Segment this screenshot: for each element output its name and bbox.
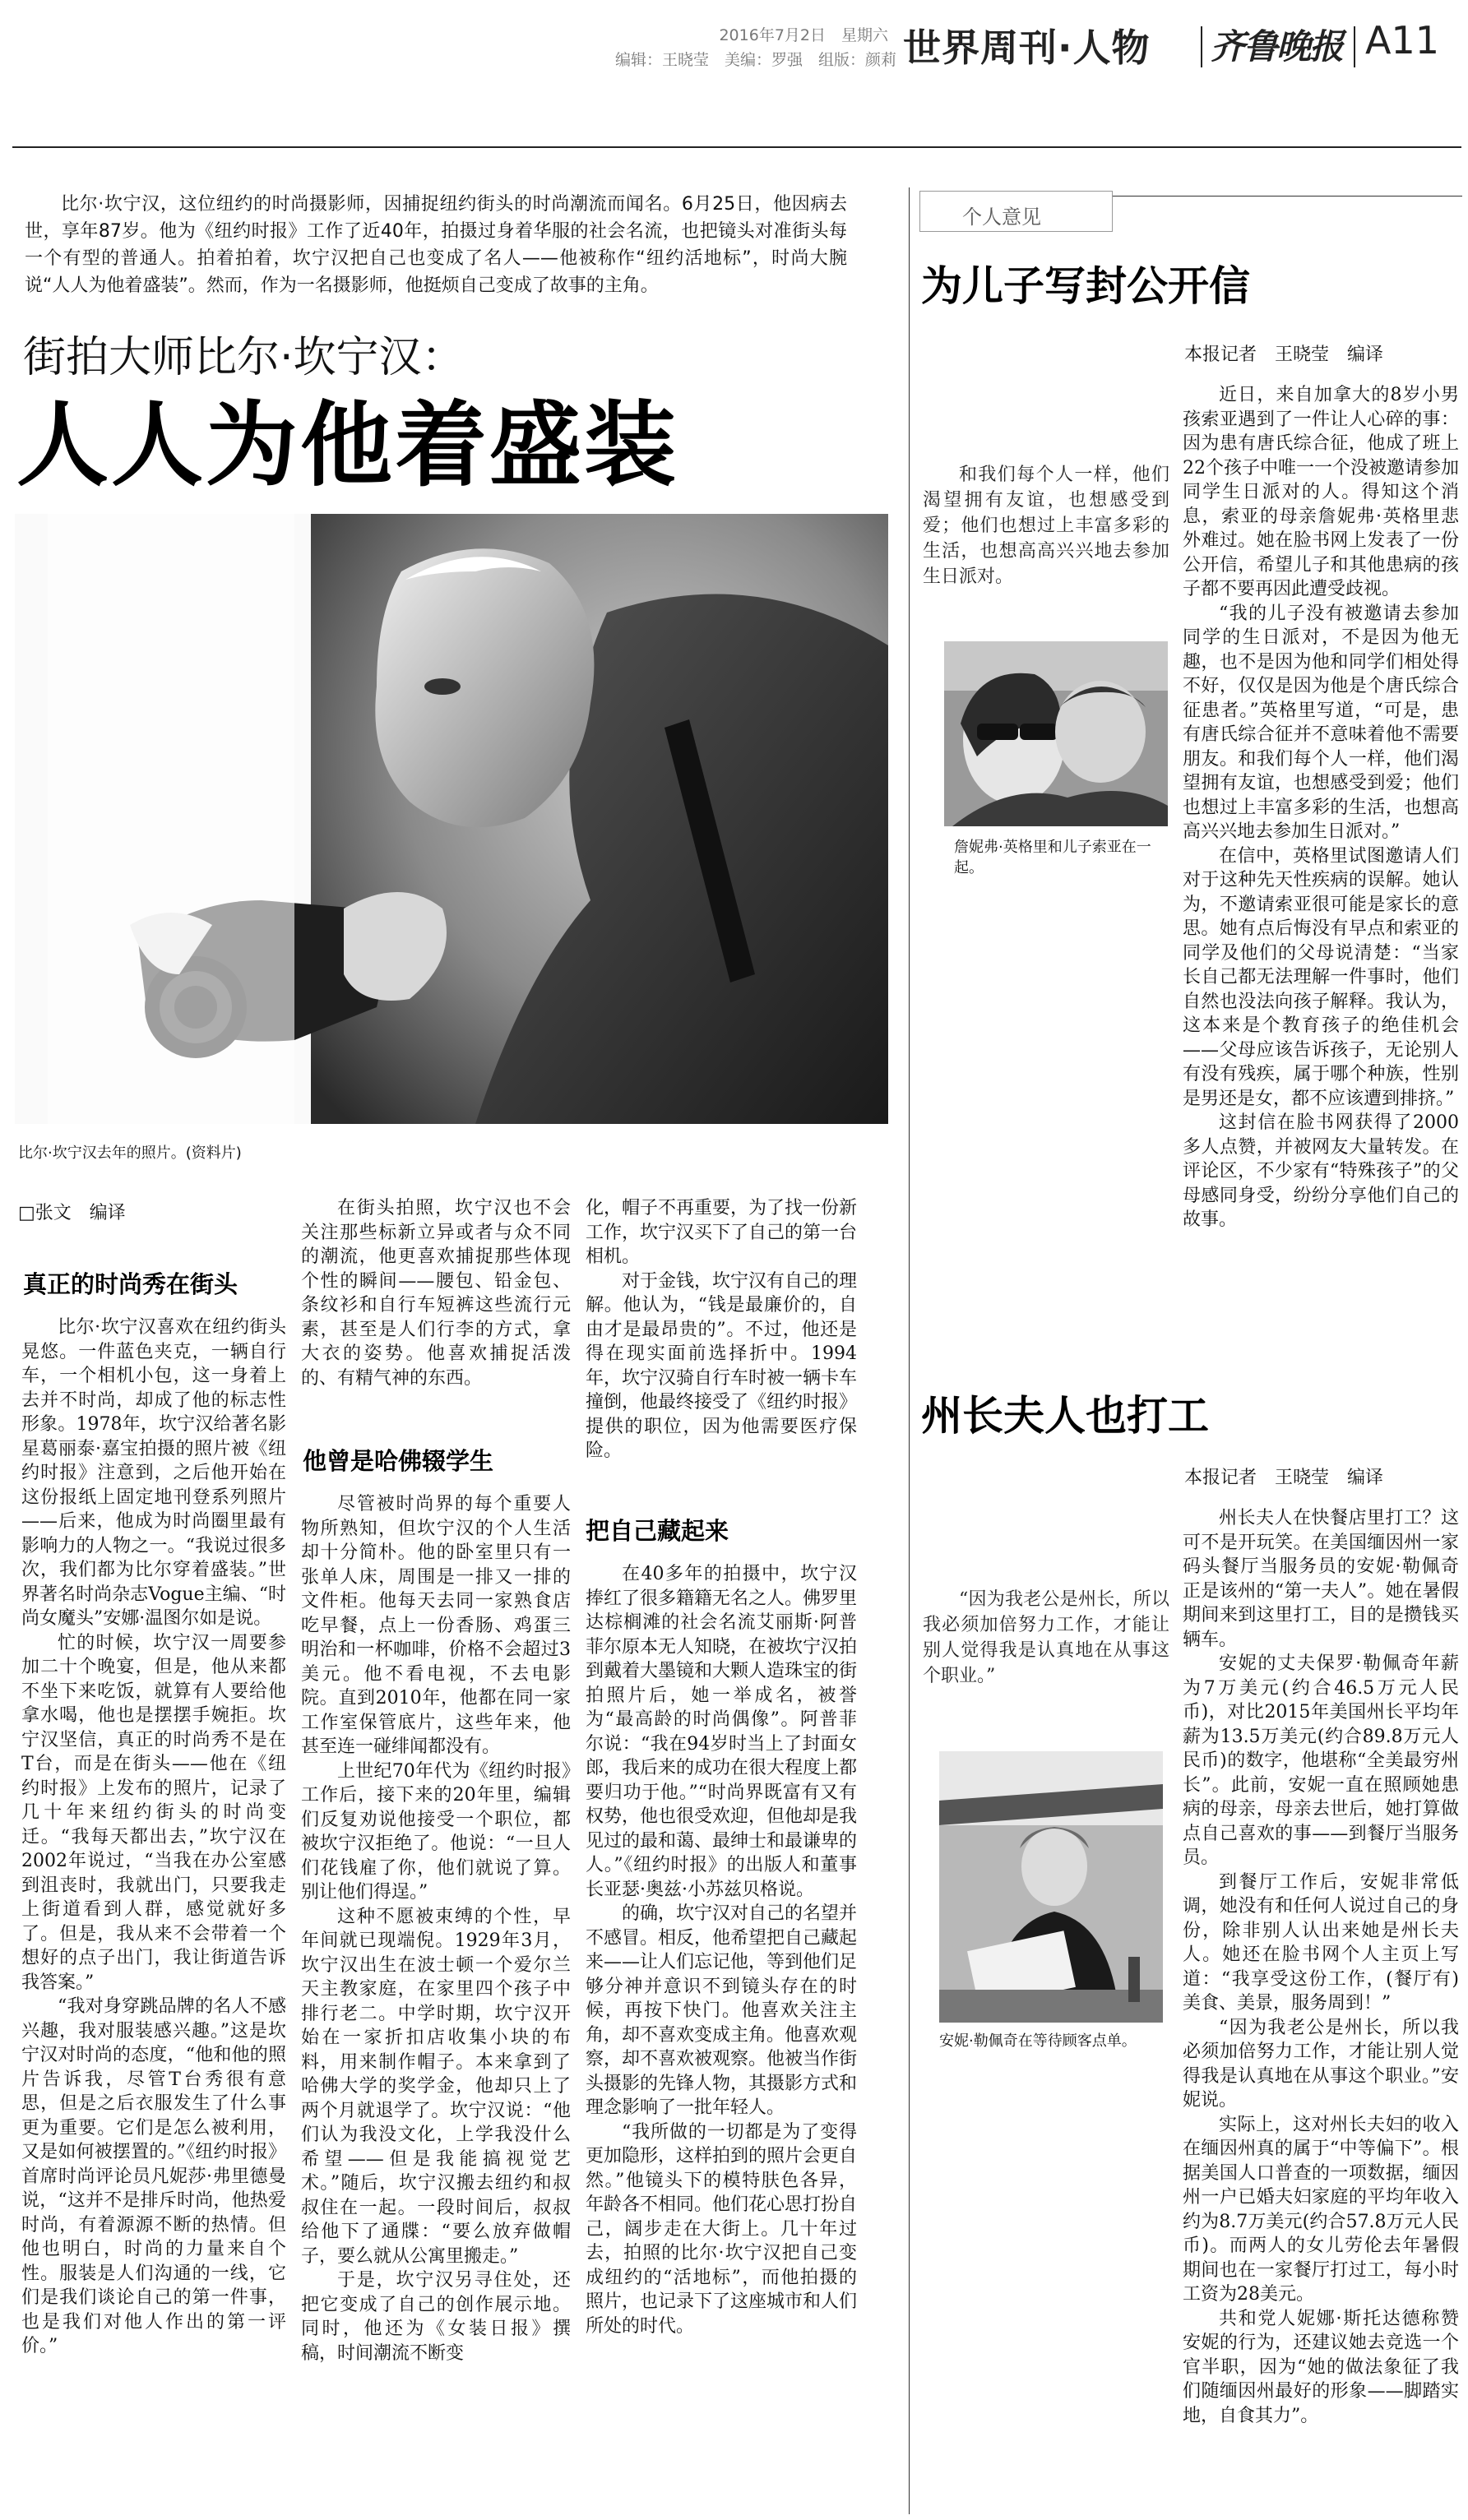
story2-paragraph: 到餐厅工作后，安妮非常低调，她没有和任何人说过自己的身份，除非别人认出来她是州长夫人。她还在脸书网个人主页上写道：“我享受这份工作，(餐厅有)美食、美景，服务周到！” <box>1183 1871 1459 2014</box>
col3-body <box>586 1562 857 2508</box>
photo-bill-cunningham <box>15 514 888 1124</box>
story1-body <box>1183 383 1459 1485</box>
col2-body-top <box>301 1196 571 1410</box>
col2-paragraph: 这种不愿被束缚的个性，早年间就已现端倪。1929年3月，坎宁汉出生在波士顿一个爱尔兰天主教家庭，在家里四个孩子中排行老二。中学时期，坎宁汉开始在一家折扣店收集小块的布料，用来制作帽子。本来拿到了哈佛大学的奖学金，他却只上了两个月就退学了。坎宁汉说：“他们认为我没文化，上学我没什么希望——但是我能搞视觉艺术。”随后，坎宁汉搬去纽约和叔叔住在一起。一段时间后，叔叔给他下了通牒：“要么放弃做帽子，要么就从公寓里搬走。” <box>301 1906 571 2267</box>
col1-paragraph: “我对身穿跳品牌的名人不感兴趣，我对服装感兴趣。”这是坎宁汉对时尚的态度，“他和他的照片告诉我，尽管T台秀很有意思，但是之后衣服发生了什么事更为重要。它们是怎么被利用，又是如何被摆置的。”《纽约时报》首席时尚评论员凡妮莎·弗里德曼说，“这并不是排斥时尚，他热爱时尚，有着源源不断的热情。但他也明白，时尚的力量来自个性。服装是人们沟通的一线，它们是我们谈论自己的第一件事，也是我们对他人作出的第一评价。” <box>21 1996 286 2356</box>
story1-headline: 为儿子写封公开信 <box>921 262 1250 310</box>
col3-subhead: 把自己藏起来 <box>586 1517 729 1545</box>
story1-pullquote: 和我们每个人一样，他们渴望拥有友谊，也想感受到爱；他们也想过上丰富多彩的生活，也想高高兴兴地去参加生日派对。 <box>923 465 1169 587</box>
story2-photo-caption: 安妮·勒佩奇在等待顾客点单。 <box>939 2032 1137 2050</box>
story2-headline: 州长夫人也打工 <box>921 1392 1209 1440</box>
story2-paragraph: 实际上，这对州长夫妇的收入在缅因州真的属于“中等偏下”。根据美国人口普查的一项数据，缅因州一户已婚夫妇家庭的平均年收入约为8.7万美元(约合57.8万元人民币)。而两人的女儿劳伦去年暑假期间也在一家餐厅打过工，每小时工资为28美元。 <box>1183 2114 1459 2305</box>
header-divider-2 <box>1354 26 1355 67</box>
section-title: 世界周刊·人物 <box>903 25 1151 70</box>
header-editors: 编辑：王晓莹 美编：罗强 组版：颜莉 <box>614 51 896 69</box>
col2-subhead: 他曾是哈佛辍学生 <box>303 1447 494 1475</box>
main-byline: □张文 编译 <box>18 1203 126 1223</box>
page-number: A11 <box>1365 18 1440 62</box>
story1-byline: 本报记者 王晓莹 编译 <box>1184 344 1384 365</box>
photo-anne-lepage <box>939 1751 1163 2023</box>
col1-paragraph: 比尔·坎宁汉喜欢在纽约街头晃悠。一件蓝色夹克，一辆自行车，一个相机小包，这一身着上去并不时尚，却成了他的标志性形象。1978年，坎宁汉给著名影星葛丽泰·嘉宝拍摄的照片被《纽约时报》注意到，之后他开始在这份报纸上固定地刊登系列照片——后来，他成为时尚圈里最有影响力的人物之一。“我说过很多次，我们都为比尔穿着盛装。”世界著名时尚杂志Vogue主编、“时尚女魔头”安娜·温图尔如是说。 <box>21 1317 286 1629</box>
kicker: 街拍大师比尔·坎宁汉： <box>23 333 465 382</box>
intro-text: 比尔·坎宁汉，这位纽约的时尚摄影师，因捕捉纽约街头的时尚潮流而闻名。6月25日，他因病去世，享年87岁。他为《纽约时报》工作了近40年，拍摄过身着华服的社会名流，也把镜头对准街头每一个有型的普通人。拍着拍着，坎宁汉把自己也变成了名人——他被称作“纽约活地标”，时尚大腕说“人人为他着盛装”。然而，作为一名摄影师，他挺烦自己变成了故事的主角。 <box>25 194 847 296</box>
story2-byline: 本报记者 王晓莹 编译 <box>1184 1468 1384 1488</box>
col2-body <box>301 1492 571 2508</box>
story1-paragraph: 这封信在脸书网获得了2000多人点赞，并被网友大量转发。在评论区，不少家有“特殊孩子”的父母感同身受，纷纷分享他们自己的故事。 <box>1183 1112 1459 1230</box>
col1-paragraph: 忙的时候，坎宁汉一周要参加二十个晚宴，但是，他从来都不坐下来吃饭，就算有人要给他拿水喝，他也是摆摆手婉拒。坎宁汉坚信，真正的时尚秀不是在T台，而是在街头——他在《纽约时报》上发布的照片，记录了几十年来纽约街头的时尚变迁。“我每天都出去，”坎宁汉在2002年说过，“当我在办公室感到沮丧时，我就出门，只要我走上街道看到人群，感觉就好多了。但是，我从来不会带着一个想好的点子出门，我让街道告诉我答案。” <box>21 1632 286 1993</box>
story2-body <box>1183 1506 1459 2509</box>
story2-paragraph: 州长夫人在快餐店里打工？这可不是开玩笑。在美国缅因州一家码头餐厅当服务员的安妮·勒佩奇正是该州的“第一夫人”。她在暑假期间来到这里打工，目的是攒钱买辆车。 <box>1183 1508 1459 1650</box>
header-divider-1 <box>1201 26 1202 67</box>
col3-paragraph: 对于金钱，坎宁汉有自己的理解。他认为，“钱是最廉价的，自由才是最昂贵的”。不过，他还是得在现实面前选择折中。1994年，坎宁汉骑自行车时被一辆卡车撞倒，他最终接受了《纽约时报》提供的职位，因为他需要医疗保险。 <box>586 1270 857 1461</box>
col1-body <box>21 1315 286 2508</box>
col3-body-top <box>586 1196 857 1492</box>
column-divider <box>909 187 910 2514</box>
col2-paragraph: 于是，坎宁汉另寻住处，还把它变成了自己的创作展示地。同时，他还为《女装日报》撰稿，时间潮流不断变 <box>301 2270 571 2364</box>
story1-photo-caption: 詹妮弗·英格里和儿子索亚在一起。 <box>954 839 1151 876</box>
newspaper-logo: 齐鲁晚报 <box>1211 26 1343 67</box>
headline: 人人为他着盛装 <box>16 392 678 499</box>
story2-paragraph: 安妮的丈夫保罗·勒佩奇年薪为7万美元(约合46.5万元人民币)，对比2015年美国州长平均年薪为13.5万美元(约合89.8万元人民币)的数字，他堪称“全美最穷州长”。此前，安妮一直在照顾她患病的母亲，母亲去世后，她打算做点自己喜欢的事——到餐厅当服务员。 <box>1183 1653 1459 1868</box>
col2-paragraph: 尽管被时尚界的每个重要人物所熟知，但坎宁汉的个人生活却十分简朴。他的卧室里只有一张单人床，周围是一排又一排的文件柜。他每天去同一家熟食店吃早餐，点上一份香肠、鸡蛋三明治和一杯咖啡，价格不会超过3美元。他不看电视，不去电影院。直到2010年，他都在同一家工作室保管底片，这些年来，他甚至连一碰绯闻都没有。 <box>301 1494 571 1757</box>
header-date: 2016年7月2日 星期六 <box>719 26 888 44</box>
col1-subhead: 真正的时尚秀在街头 <box>23 1270 238 1298</box>
story2-photo <box>939 1751 1163 2023</box>
main-photo-caption: 比尔·坎宁汉去年的照片。(资料片) <box>18 1144 242 1162</box>
story2-pullquote: “因为我老公是州长，所以我必须加倍努力工作，才能让别人觉得我是认真地在从事这个职业。” <box>923 1589 1169 1686</box>
header-rule <box>12 146 1461 148</box>
story1-photo <box>944 641 1168 826</box>
sidebar-label: 个人意见 <box>962 206 1041 229</box>
photo-mother-and-son <box>944 641 1168 826</box>
col2-paragraph: 上世纪70年代为《纽约时报》工作后，接下来的20年里，编辑们反复劝说他接受一个职位，都被坎宁汉拒绝了。他说：“一旦人们花钱雇了你，他们就说了算。别让他们得逞。” <box>301 1760 571 1903</box>
main-photo <box>15 514 888 1124</box>
story2-paragraph: “因为我老公是州长，所以我必须加倍努力工作，才能让别人觉得我是认真地在从事这个职业。”安妮说。 <box>1183 2017 1459 2111</box>
col3-paragraph: 在40多年的拍摄中，坎宁汉捧红了很多籍籍无名之人。佛罗里达棕榈滩的社会名流艾丽斯·阿普菲尔原本无人知晓，在被坎宁汉拍到戴着大墨镜和大颗人造珠宝的街拍照片后，她一举成名，被誉为“最高龄的时尚偶像”。阿普菲尔说：“我在94岁时当上了封面女郎，我后来的成功在很大程度上都要归功于他。”“时尚界既富有又有权势，他也很受欢迎，但他却是我见过的最和蔼、最绅士和最谦卑的人。”《纽约时报》的出版人和董事长亚瑟·奥兹·小苏兹贝格说。 <box>586 1564 857 1900</box>
story1-paragraph: 近日，来自加拿大的8岁小男孩索亚遇到了一件让人心碎的事：因为患有唐氏综合征，他成了班上22个孩子中唯一一个没被邀请参加同学生日派对的人。得知这个消息，索亚的母亲詹妮弗·英格里悲外难过。她在脸书网上发表了一份公开信，希望儿子和其他患病的孩子都不要再因此遭受歧视。 <box>1183 385 1459 599</box>
story1-paragraph: “我的儿子没有被邀请去参加同学的生日派对，不是因为他无趣，也不是因为他和同学们相处得不好，仅仅是因为他是个唐氏综合征患者。”英格里写道，“可是，患有唐氏综合征并不意味着他不需要朋友。和我们每个人一样，他们渴望拥有友谊，也想感受到爱；他们也想过上丰富多彩的生活，也想高高兴兴地去参加生日派对。” <box>1183 603 1459 842</box>
col2-paragraph: 在街头拍照，坎宁汉也不会关注那些标新立异或者与众不同的潮流，他更喜欢捕捉那些体现个性的瞬间——腰包、铅金包、条纹衫和自行车短裤这些流行元素，甚至是人们行李的方式，拿大衣的姿势。他喜欢捕捉活泼的、有精气神的东西。 <box>301 1198 571 1389</box>
col3-paragraph: 的确，坎宁汉对自己的名望并不感冒。相反，他希望把自己藏起来——让人们忘记他，等到他们足够分神并意识不到镜头存在的时候，再按下快门。他喜欢关注主角，却不喜欢变成主角。他喜欢观察，却不喜欢被观察。他被当作街头摄影的先锋人物，其摄影方式和理念影响了一批年轻人。 <box>586 1903 857 2118</box>
col3-paragraph: 化，帽子不再重要，为了找一份新工作，坎宁汉买下了自己的第一台相机。 <box>586 1198 857 1267</box>
story1-paragraph: 在信中，英格里试图邀请人们对于这种先天性疾病的误解。她认为，不邀请索亚很可能是家长的意思。她有点后悔没有早点和索亚的同学及他们的父母说清楚：“当家长自己都无法理解一件事时，他们自然也没法向孩子解释。我认为，这本来是个教育孩子的绝佳机会——父母应该告诉孩子，无论别人有没有残疾，属于哪个种族，性别是男还是女，都不应该遭到排挤。” <box>1183 845 1459 1109</box>
story2-paragraph: 共和党人妮娜·斯托达德称赞安妮的行为，还建议她去竞选一个官半职，因为“她的做法象征了我们随缅因州最好的形象——脚踏实地，自食其力”。 <box>1183 2308 1459 2426</box>
col3-paragraph: “我所做的一切都是为了变得更加隐形，这样拍到的照片会更自然。”他镜头下的模特肤色各异，年龄各不相同。他们花心思打扮自己，阔步走在大街上。几十年过去，拍照的比尔·坎宁汉把自己变成纽约的“活地标”，而他拍摄的照片，也记录下了这座城市和人们所处的时代。 <box>586 2121 857 2337</box>
